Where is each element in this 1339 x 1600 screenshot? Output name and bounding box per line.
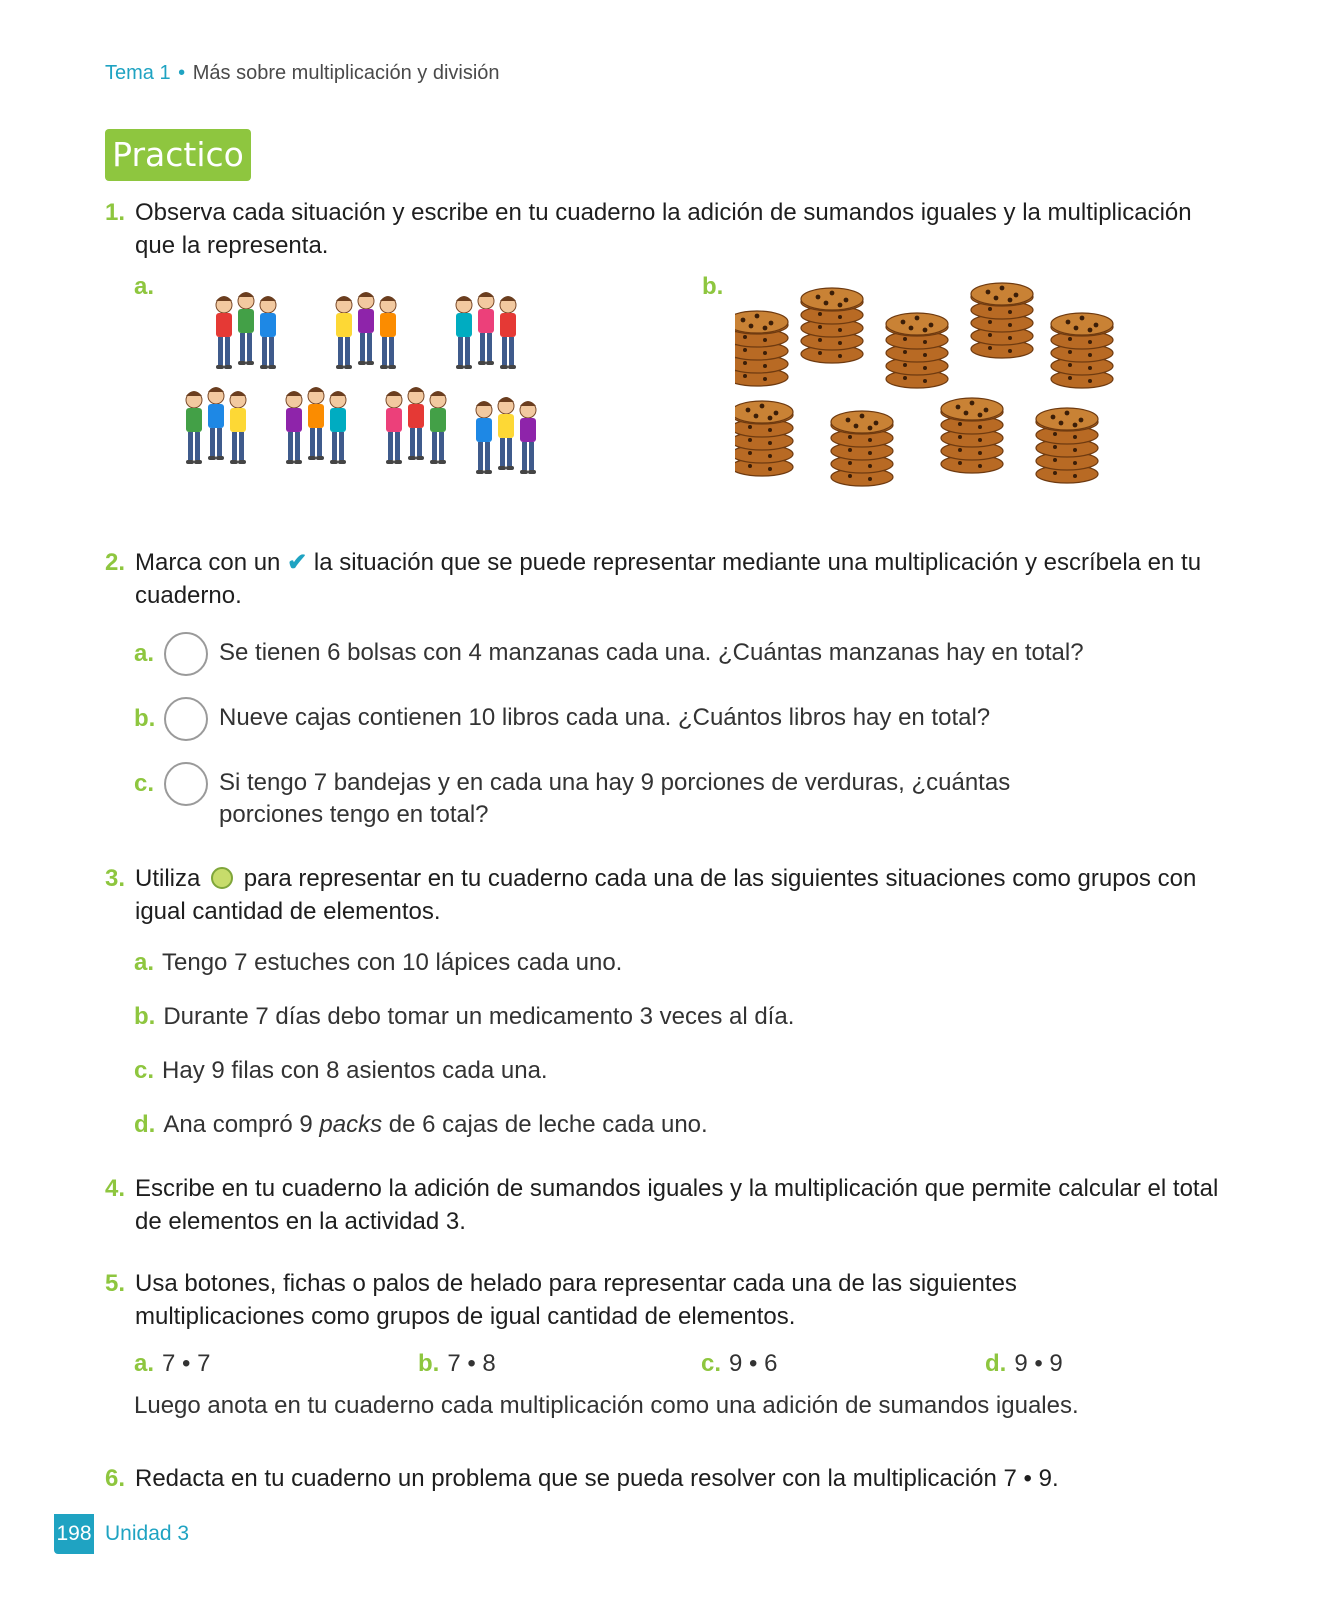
kids-group xyxy=(186,387,246,464)
header-bullet: • xyxy=(178,62,186,84)
option-label-a: a. xyxy=(134,640,155,667)
situation-label: d. xyxy=(134,1111,156,1138)
option-c-text: Si tengo 7 bandejas y en cada una hay 9 porciones de verduras, ¿cuántas porciones tengo en total? xyxy=(219,769,1011,828)
multiplication-d xyxy=(985,1348,1063,1380)
option-a-checkbox[interactable] xyxy=(164,632,208,676)
situation-label: b. xyxy=(134,1003,156,1030)
situation-text-before: Ana compró 9 xyxy=(163,1111,313,1138)
option-a-text: Se tienen 6 bolsas con 4 manzanas cada una. ¿Cuántas manzanas hay en total? xyxy=(219,639,1084,666)
multiplication-value: 7 • 8 xyxy=(447,1350,496,1377)
cookie-stack xyxy=(831,411,893,486)
page-header xyxy=(105,62,500,85)
exercise-number: 1. xyxy=(105,199,126,226)
exercise-text: Observa cada situación y escribe en tu cuaderno la adición de sumandos iguales y la multiplicación que la representa. xyxy=(135,199,1192,259)
multiplication-c xyxy=(701,1348,777,1380)
topic-label: Tema 1 xyxy=(105,62,171,84)
kids-group xyxy=(336,292,396,369)
cookie-stacks-illustration xyxy=(735,282,1155,502)
item-label-a: a. xyxy=(134,273,155,300)
multiplication-label: c. xyxy=(701,1350,722,1377)
situation-text: Hay 9 filas con 8 asientos cada una. xyxy=(162,1057,548,1084)
exercise-number: 3. xyxy=(105,865,126,892)
kids-group xyxy=(386,387,446,464)
option-b-text: Nueve cajas contienen 10 libros cada una. ¿Cuántos libros hay en total? xyxy=(219,704,991,731)
exercise-number: 2. xyxy=(105,549,126,576)
cookie-stack xyxy=(735,401,793,476)
text-before-check: Marca con un xyxy=(135,549,281,576)
multiplication-value: 9 • 9 xyxy=(1014,1350,1063,1377)
counter-icon xyxy=(211,867,233,889)
situation-label: c. xyxy=(134,1057,155,1084)
page-number: 198 xyxy=(54,1514,94,1554)
situation-text-after: de 6 cajas de leche cada uno. xyxy=(388,1111,708,1138)
situation-italic: packs xyxy=(319,1111,383,1138)
unit-label: Unidad 3 xyxy=(105,1522,190,1545)
children-groups-illustration xyxy=(170,285,580,505)
kids-group xyxy=(286,387,346,464)
text-after-check: la situación que se puede representar mediante una multiplicación y escríbela en tu cuaderno. xyxy=(135,549,1202,609)
option-b-checkbox[interactable] xyxy=(164,697,208,741)
kids-group xyxy=(476,397,536,474)
kids-group xyxy=(456,292,516,369)
multiplication-value: 9 • 6 xyxy=(729,1350,778,1377)
exercise-text: Redacta en tu cuaderno un problema que se pueda resolver con la multiplicación 7 • 9. xyxy=(135,1465,1059,1492)
kids-group xyxy=(216,292,276,369)
text-after-counter: para representar en tu cuaderno cada una de las siguientes situaciones como grupos con igual cantidad de elementos. xyxy=(135,865,1197,925)
exercise-number: 4. xyxy=(105,1175,126,1202)
exercise-5-followup: Luego anota en tu cuaderno cada multiplicación como una adición de sumandos iguales. xyxy=(134,1392,1079,1419)
checkmark-icon: ✔ xyxy=(287,549,308,576)
exercise-5 xyxy=(105,1267,1065,1333)
item-label-b: b. xyxy=(702,273,724,300)
multiplication-label: b. xyxy=(418,1350,440,1377)
exercise-6 xyxy=(105,1462,1225,1495)
cookie-stack xyxy=(735,311,788,386)
situation-text: Tengo 7 estuches con 10 lápices cada uno. xyxy=(162,949,623,976)
cookie-stack xyxy=(1036,408,1098,483)
exercise-text: Usa botones, fichas o palos de helado para representar cada una de las siguientes multiplicaciones como grupos de igual cantidad de elementos. xyxy=(135,1270,1017,1330)
option-label-b: b. xyxy=(134,705,156,732)
multiplication-value: 7 • 7 xyxy=(162,1350,211,1377)
topic-subtitle: Más sobre multiplicación y división xyxy=(192,62,500,84)
cookie-stack xyxy=(801,288,863,363)
section-label: Practico xyxy=(105,129,251,181)
option-label-c: c. xyxy=(134,770,155,797)
situation-b xyxy=(134,1001,794,1033)
text-before-counter: Utiliza xyxy=(135,865,201,892)
situation-label: a. xyxy=(134,949,155,976)
multiplication-label: a. xyxy=(134,1350,155,1377)
cookie-stack xyxy=(1051,313,1113,388)
exercise-2 xyxy=(105,546,1225,612)
exercise-number: 5. xyxy=(105,1270,126,1297)
situation-text: Durante 7 días debo tomar un medicamento 3 veces al día. xyxy=(163,1003,795,1030)
exercise-text xyxy=(135,546,1225,612)
option-c-checkbox[interactable] xyxy=(164,762,208,806)
situation-a xyxy=(134,947,622,979)
multiplication-label: d. xyxy=(985,1350,1007,1377)
situation-d xyxy=(134,1109,708,1141)
exercise-3 xyxy=(105,862,1225,928)
cookie-stack xyxy=(941,398,1003,473)
exercise-text xyxy=(135,862,1225,928)
multiplication-b xyxy=(418,1348,496,1380)
multiplication-a xyxy=(134,1348,210,1380)
cookie-stack xyxy=(886,313,948,388)
situation-c xyxy=(134,1055,548,1087)
exercise-number: 6. xyxy=(105,1465,126,1492)
exercise-1 xyxy=(105,196,1225,262)
exercise-text: Escribe en tu cuaderno la adición de sumandos iguales y la multiplicación que permite calcular el total de elementos en la actividad 3. xyxy=(135,1175,1219,1235)
cookie-stack xyxy=(971,283,1033,358)
exercise-4 xyxy=(105,1172,1225,1238)
